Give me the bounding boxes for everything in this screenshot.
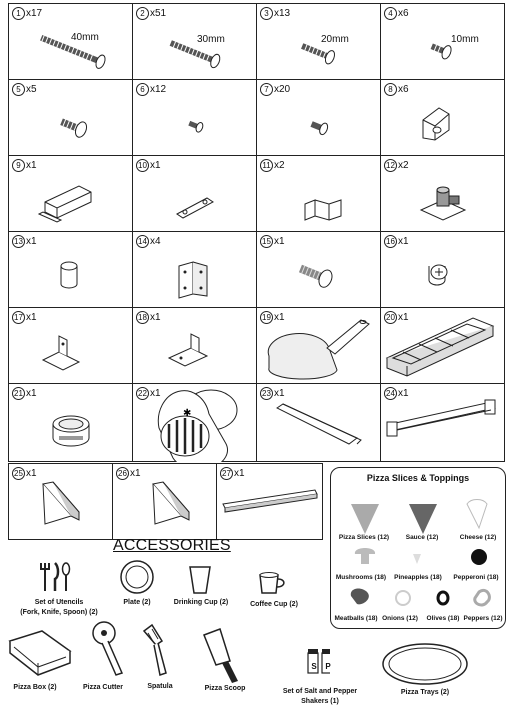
small-screw-drawing [257, 80, 381, 156]
part-cell-10 [133, 156, 257, 232]
part-qty: x17 [26, 8, 43, 19]
part-cell-18 [133, 308, 257, 384]
part-cell-23 [257, 384, 381, 462]
toppings-drawings [331, 468, 507, 630]
part-number: 23 [260, 387, 273, 400]
part-qty: x1 [150, 160, 161, 171]
part-number: 13 [12, 235, 25, 248]
part-cell-15 [257, 232, 381, 308]
part-number: 6 [136, 83, 149, 96]
part-number: 3 [260, 7, 273, 20]
part-cell-4 [381, 4, 505, 80]
pizza-box-icon [10, 631, 70, 675]
drinking-cup-icon [190, 567, 210, 593]
mushroom-icon [355, 548, 375, 564]
screw-10mm-drawing [381, 4, 505, 80]
part-cell-11 [257, 156, 381, 232]
salt-pepper-label: Set of Salt and Pepper Shakers (1) [282, 688, 358, 705]
topping-label: Olives (18) [426, 615, 460, 622]
plate-icon [121, 561, 153, 593]
part-cell-5 [9, 80, 133, 156]
part-qty: x5 [26, 84, 37, 95]
topping-label: Pepperoni (18) [453, 574, 499, 581]
part-qty: x6 [398, 84, 409, 95]
coffee-cup-label: Coffee Cup (2) [250, 601, 298, 608]
part-number: 26 [116, 467, 129, 480]
pizza-toppings-title: Pizza Slices & Toppings [366, 473, 470, 483]
part-qty: x1 [398, 236, 409, 247]
panel-board-drawing [257, 384, 381, 462]
part-number: 14 [136, 235, 149, 248]
parts-row-5 [9, 308, 505, 384]
pepperoni-icon [471, 549, 487, 565]
part-qty: x12 [150, 84, 167, 95]
part-number: 20 [384, 311, 397, 324]
part-qty: x1 [150, 388, 161, 399]
part-qty: x1 [274, 236, 285, 247]
part-cell-2 [133, 4, 257, 80]
part-cell-20 [381, 308, 505, 384]
part-cell-21 [9, 384, 133, 462]
sauce-icon [409, 504, 437, 534]
rail-drawing [381, 384, 505, 462]
pepper-shaker-label: P [325, 662, 331, 671]
part-cell-26 [113, 464, 217, 540]
pizza-cutter-label: Pizza Cutter [82, 684, 124, 691]
topping-label: Mushrooms (18) [335, 574, 387, 581]
pizza-cutter-icon [93, 622, 122, 675]
pepper-icon [475, 590, 490, 605]
part-cell-7 [257, 80, 381, 156]
part-number: 15 [260, 235, 273, 248]
part-qty: x1 [234, 468, 245, 479]
part-cell-25 [9, 464, 113, 540]
pizza-peel-drawing [257, 308, 381, 384]
part-qty: x2 [274, 160, 285, 171]
part-dimension: 20mm [321, 34, 349, 45]
plate-label: Plate (2) [123, 599, 151, 606]
parts-row-6 [9, 384, 505, 462]
part-dimension: 40mm [71, 32, 99, 43]
part-number: 11 [260, 159, 273, 172]
part-qty: x1 [274, 312, 285, 323]
part-number: 19 [260, 311, 273, 324]
parts-row-7 [9, 464, 323, 540]
triangle-leg-drawing [9, 464, 113, 540]
part-number: 8 [384, 83, 397, 96]
topping-label: Meatballs (18) [334, 615, 378, 622]
parts-grid-bottom [8, 463, 323, 540]
clip-drawing [381, 80, 505, 156]
part-number: 2 [136, 7, 149, 20]
angle-bracket-drawing [133, 308, 257, 384]
topping-label: Onions (12) [382, 615, 418, 622]
part-qty: x4 [150, 236, 161, 247]
topping-label: Sauce (12) [405, 534, 439, 541]
parts-row-3 [9, 156, 505, 232]
part-number: 21 [12, 387, 25, 400]
small-screw-drawing [133, 80, 257, 156]
angle-bracket-drawing [9, 308, 133, 384]
pizza-slice-icon [351, 504, 379, 534]
parts-row-1 [9, 4, 505, 80]
pizza-scoop-icon [204, 629, 238, 683]
part-cell-14 [133, 232, 257, 308]
part-cell-9 [9, 156, 133, 232]
parts-row-4 [9, 232, 505, 308]
part-qty: x20 [274, 84, 291, 95]
compartment-tray-drawing [381, 308, 505, 384]
screw-30mm-drawing [133, 4, 257, 80]
oven-dial-drawing [133, 384, 257, 462]
barrel-nut-drawing [381, 232, 505, 308]
part-number: 24 [384, 387, 397, 400]
part-number: 1 [12, 7, 25, 20]
part-qty: x6 [398, 8, 409, 19]
accessories-title: ACCESSORIES [113, 537, 231, 554]
part-cell-24 [381, 384, 505, 462]
part-qty: x1 [398, 388, 409, 399]
part-cell-27 [217, 464, 323, 540]
part-qty: x1 [398, 312, 409, 323]
part-qty: x1 [130, 468, 141, 479]
part-cell-22 [133, 384, 257, 462]
part-number: 25 [12, 467, 25, 480]
screw-20mm-drawing [257, 4, 381, 80]
part-number: 10 [136, 159, 149, 172]
part-cell-16 [381, 232, 505, 308]
part-qty: x1 [26, 160, 37, 171]
drinking-cup-label: Drinking Cup (2) [173, 599, 229, 606]
utensils-label: Set of Utencils (Fork, Knife, Spoon) (2) [20, 599, 98, 616]
part-qty: x2 [398, 160, 409, 171]
door-hinge-drawing [133, 232, 257, 308]
topping-label: Pizza Slices (12) [338, 534, 390, 541]
part-dimension: 30mm [197, 34, 225, 45]
pizza-trays-label: Pizza Trays (2) [400, 689, 450, 696]
pizza-box-label: Pizza Box (2) [13, 684, 57, 691]
part-number: 9 [12, 159, 25, 172]
topping-label: Peppers (12) [463, 615, 503, 622]
svg-text:✱: ✱ [183, 408, 192, 419]
part-number: 4 [384, 7, 397, 20]
part-number: 16 [384, 235, 397, 248]
part-qty: x51 [150, 8, 167, 19]
knob-lock-drawing [381, 156, 505, 232]
onion-icon [396, 591, 410, 605]
part-qty: x1 [26, 388, 37, 399]
part-cell-3 [257, 4, 381, 80]
spatula-icon [144, 625, 166, 675]
long-rail-drawing [217, 464, 323, 540]
part-qty: x13 [274, 8, 291, 19]
part-number: 5 [12, 83, 25, 96]
part-cell-17 [9, 308, 133, 384]
pizza-scoop-label: Pizza Scoop [204, 685, 246, 692]
pineapple-icon [413, 554, 421, 564]
bolt-drawing [257, 232, 381, 308]
part-number: 22 [136, 387, 149, 400]
part-qty: x1 [26, 236, 37, 247]
part-cell-8 [381, 80, 505, 156]
utensils-icon [41, 563, 70, 591]
magnet-catch-drawing [9, 156, 133, 232]
part-number: 7 [260, 83, 273, 96]
parts-grid [8, 3, 505, 462]
part-cell-13 [9, 232, 133, 308]
part-cell-1 [9, 4, 133, 80]
parts-row-2 [9, 80, 505, 156]
olive-icon [438, 592, 448, 604]
part-number: 18 [136, 311, 149, 324]
triangle-leg-drawing [113, 464, 217, 540]
part-qty: x1 [26, 312, 37, 323]
part-qty: x1 [26, 468, 37, 479]
part-cell-6 [133, 80, 257, 156]
part-dimension: 10mm [451, 34, 479, 45]
part-number: 12 [384, 159, 397, 172]
pizza-toppings-panel [330, 467, 506, 629]
part-qty: x1 [274, 388, 285, 399]
part-qty: x1 [150, 312, 161, 323]
part-cell-12 [381, 156, 505, 232]
plate-bracket-drawing [133, 156, 257, 232]
short-screw-drawing [9, 80, 133, 156]
coffee-cup-icon [260, 573, 284, 594]
part-cell-19 [257, 308, 381, 384]
topping-label: Pineapples (18) [394, 574, 442, 581]
meatball-icon [351, 589, 369, 605]
topping-label: Cheese (12) [459, 534, 497, 541]
screw-40mm-drawing [9, 4, 133, 80]
part-number: 27 [220, 467, 233, 480]
hinge-bracket-drawing [257, 156, 381, 232]
salt-shaker-label: S [311, 662, 317, 671]
pizza-tray-icon [380, 640, 470, 688]
cylinder-nut-drawing [9, 232, 133, 308]
spatula-label: Spatula [147, 683, 173, 690]
part-number: 17 [12, 311, 25, 324]
cheese-icon [467, 500, 487, 529]
timer-knob-drawing [9, 384, 133, 462]
